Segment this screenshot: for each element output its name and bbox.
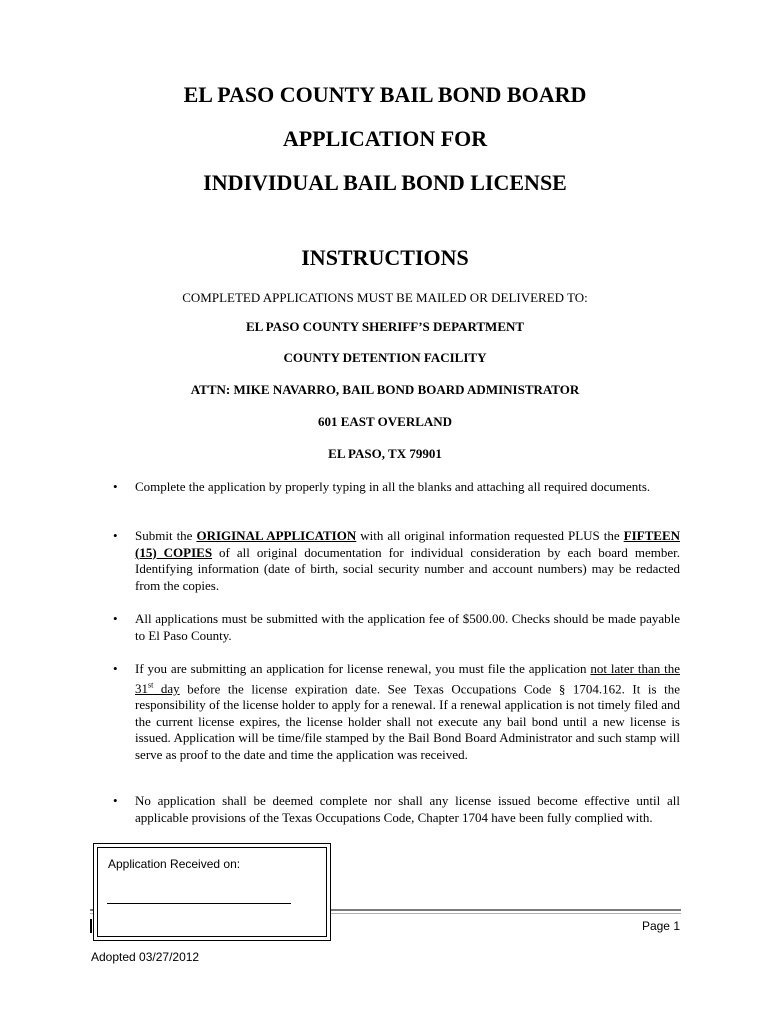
mailing-line-1: EL PASO COUNTY SHERIFF’S DEPARTMENT <box>245 319 525 334</box>
section-heading: INSTRUCTIONS <box>301 245 469 270</box>
received-label: Application Received on: <box>108 857 241 871</box>
original-application-emphasis: ORIGINAL APPLICATION <box>196 528 357 543</box>
title-line-2: INDIVIDUAL BAIL BOND LICENSE <box>203 170 567 195</box>
instruction-4: If you are submitting an application for license renewal, you must file the application not later than the 31st day before the license expiration date. See Texas Occupations Code § 1704.162. It is the responsibility of the license holder to apply for a renewal. If a renewal application is not timely filed and the current license expires, the license holder shall not execute any bail bond until a new license is issued. Application will be time/file stamped by the Bail Bond Board Administrator and such stamp will serve as proof to the date and time the application was received. <box>135 661 681 762</box>
mailing-line-4: 601 EAST OVERLAND <box>317 414 453 429</box>
bullet-marker: • <box>113 528 118 543</box>
instruction-1: Complete the application by properly typing in all the blanks and attaching all required documents. <box>135 479 651 494</box>
renewal-deadline-emphasis: not later than the 31st day <box>135 661 681 696</box>
bullet-marker: • <box>113 793 118 808</box>
bullet-marker: • <box>113 661 118 676</box>
footer-left-mark <box>90 919 92 933</box>
title-line-1: APPLICATION FOR <box>282 126 488 151</box>
fifteen-copies-emphasis: FIFTEEN (15) COPIES <box>135 528 680 560</box>
bullet-marker: • <box>113 611 118 626</box>
instruction-5: No application shall be deemed complete nor shall any license issued become effective until all applicable provisions of the Texas Occupations Code, Chapter 1704 have been fully complied with. <box>135 793 680 825</box>
instruction-3: All applications must be submitted with the application fee of $500.00. Checks should be made payable to El Paso County. <box>135 611 680 643</box>
adopted-date: Adopted 03/27/2012 <box>91 950 200 964</box>
received-stamp-box <box>93 843 331 941</box>
bullet-marker: • <box>113 479 118 494</box>
mailing-intro: COMPLETED APPLICATIONS MUST BE MAILED OR DELIVERED TO: <box>182 290 588 305</box>
mailing-line-3: ATTN: MIKE NAVARRO, BAIL BOND BOARD ADMINISTRATOR <box>190 382 580 397</box>
received-date-line[interactable] <box>107 903 291 904</box>
mailing-line-2: COUNTY DETENTION FACILITY <box>283 350 487 365</box>
page-number: Page 1 <box>641 919 680 933</box>
instruction-2: Submit the ORIGINAL APPLICATION with all original information requested PLUS the FIFTEEN (15) COPIES of all original documentation for individual consideration by each board member. Identifying information (date of birth, social security number and account numbers) may be redacted from the copies. <box>135 528 680 593</box>
mailing-line-5: EL PASO, TX 79901 <box>328 446 442 461</box>
org-title: EL PASO COUNTY BAIL BOND BOARD <box>183 82 587 107</box>
